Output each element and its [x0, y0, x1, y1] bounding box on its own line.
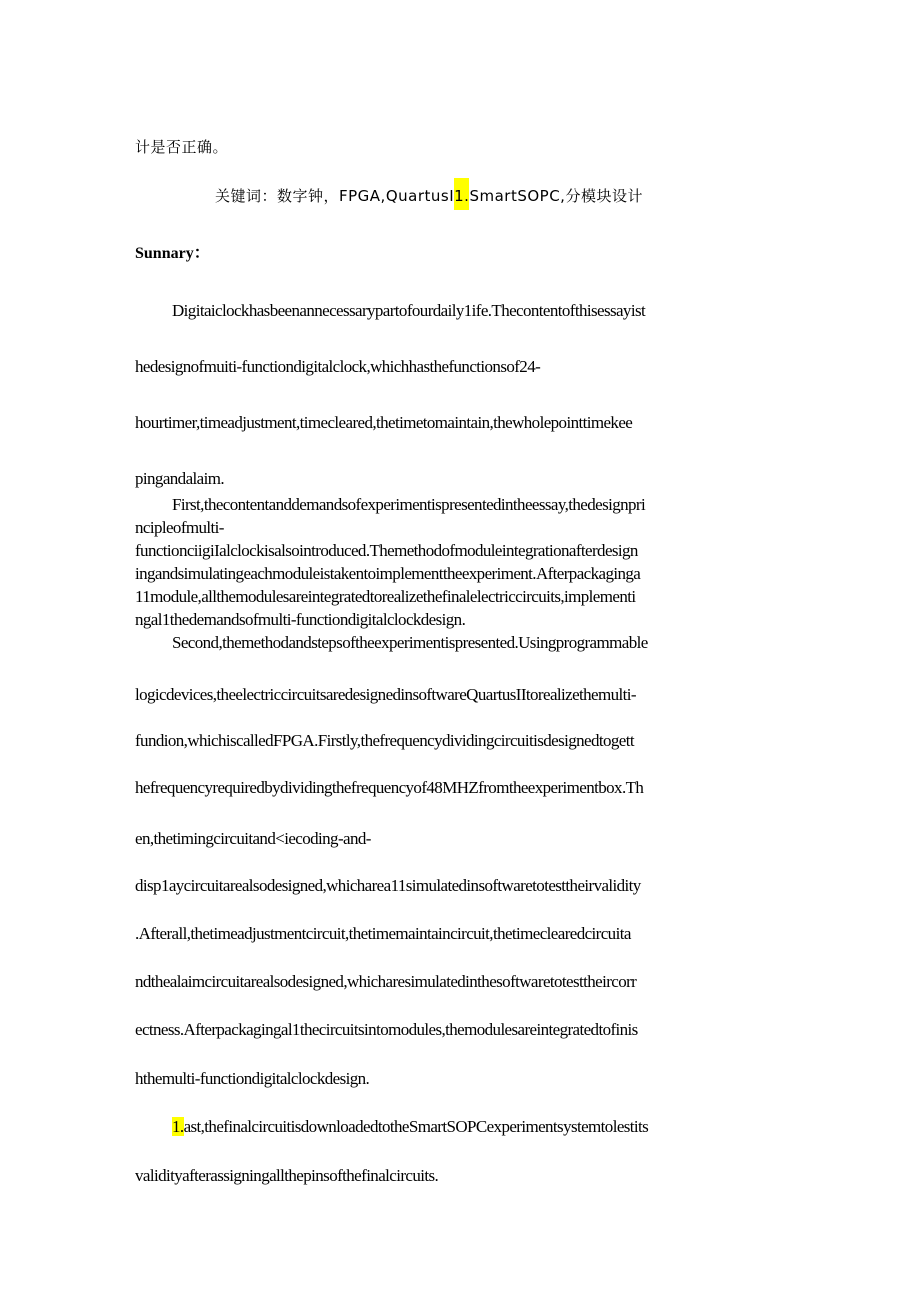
paragraph-line: validityafterassigningallthepinsofthefinalcircuits. — [135, 1166, 439, 1185]
paragraph-line: Digitaiclockhasbeenannecessarypartofourdaily1ife.Thecontentofthisessayist — [172, 301, 646, 320]
paragraph-line: ingandsimulatingeachmoduleistakentoimplementtheexperiment.Afterpackaginga — [135, 564, 641, 583]
paragraph-line: hedesignofmuiti-functiondigitalclock,whichhasthefunctionsof24- — [135, 357, 541, 376]
paragraph-line: en,thetimingcircuitand<iecoding-and- — [135, 829, 371, 848]
paragraph-line: First,thecontentanddemandsofexperimentispresentedintheessay,thedesignpri — [172, 495, 646, 514]
keywords-highlight: 1. — [454, 178, 469, 210]
paragraph-line: ngal1thedemandsofmulti-functiondigitalclockdesign. — [135, 610, 466, 629]
paragraph-line: .Afterall,thetimeadjustmentcircuit,thetimemaintaincircuit,thetimeclearedcircuita — [135, 924, 631, 943]
text-fragment: 计是否正确。 — [135, 138, 229, 156]
paragraph-line: hourtimer,timeadjustment,timecleared,thetimetomaintain,thewholepointtimekee — [135, 413, 633, 432]
paragraph-line: logicdevices,theelectriccircuitsaredesignedinsoftwareQuartusIItorealizethemulti- — [135, 685, 636, 704]
keywords-text: 关键词：数字钟，FPGA,QuartusI — [215, 187, 455, 205]
paragraph-line: hefrequencyrequiredbydividingthefrequencyof48MHZfromtheexperimentbox.Th — [135, 778, 644, 797]
paragraph-line: disp1aycircuitarealsodesigned,whicharea11simulatedinsoftwaretotesttheirvalidity — [135, 876, 641, 895]
paragraph-line: pingandalaim. — [135, 469, 224, 488]
paragraph-line: ncipleofmulti- — [135, 518, 224, 537]
paragraph-line: fundion,whichiscalledFPGA.Firstly,thefrequencydividingcircuitisdesignedtogett — [135, 731, 634, 750]
keywords-line — [215, 186, 643, 206]
paragraph-line: ectness.Afterpackagingal1thecircuitsintomodules,themodulesareintegratedtofinis — [135, 1020, 638, 1039]
paragraph-line: hthemulti-functiondigitalclockdesign. — [135, 1069, 370, 1088]
summary-heading: Sunnary： — [135, 245, 210, 262]
paragraph-text: ast,thefinalcircuitisdownloadedtotheSmartSOPCexperimentsystemtolestits — [183, 1117, 649, 1136]
paragraph-line: Second,themethodandstepsoftheexperimentispresented.Usingprogrammable — [172, 633, 648, 652]
paragraph-line: functionciigiIalclockisalsointroduced.Themethodofmoduleintegrationafterdesign — [135, 541, 638, 560]
paragraph-line: ndthealaimcircuitarealsodesigned,whicharesimulatedinthesoftwaretotesttheircorr — [135, 972, 637, 991]
paragraph-line — [172, 1117, 648, 1137]
paragraph-highlight: 1. — [172, 1117, 184, 1136]
paragraph-line: 11module,allthemodulesareintegratedtorealizethefinalelectriccircuits,implementi — [135, 587, 636, 606]
keywords-text-rest: SmartSOPC,分模块设计 — [469, 187, 643, 205]
